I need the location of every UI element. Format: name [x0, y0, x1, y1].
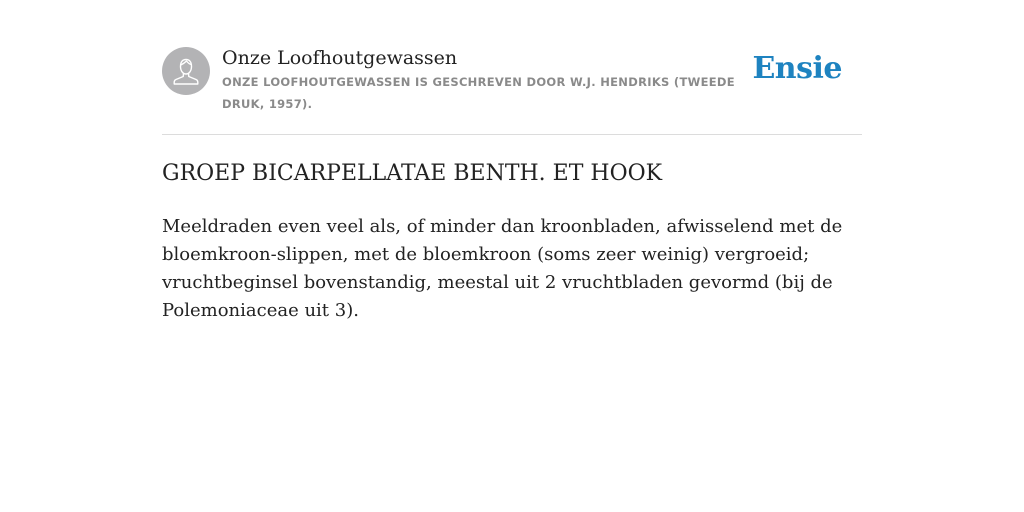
- ensie-logo[interactable]: Ensie: [752, 51, 842, 86]
- book-description: ONZE LOOFHOUTGEWASSEN IS GESCHREVEN DOOR W.J. HENDRIKS (TWEEDE DRUK, 1957).: [222, 75, 735, 111]
- author-avatar[interactable]: [162, 47, 210, 95]
- book-meta: [222, 46, 762, 115]
- book-title[interactable]: Onze Loofhoutgewassen: [222, 47, 458, 69]
- page-container: [162, 0, 862, 325]
- article-heading: GROEP BICARPELLATAE BENTH. ET HOOK: [162, 161, 663, 186]
- article-body: Meeldraden even veel als, of minder dan kroonbladen, afwisselend met de bloemkroon-slippen, met de bloemkroon (soms zeer weinig) vergroeid; vruchtbeginsel bovenstandig, meestal uit 2 vruchtbladen gevormd (bij de Polemoniaceae uit 3).: [162, 216, 843, 321]
- book-header: [162, 0, 862, 135]
- user-silhouette-icon: [162, 47, 210, 95]
